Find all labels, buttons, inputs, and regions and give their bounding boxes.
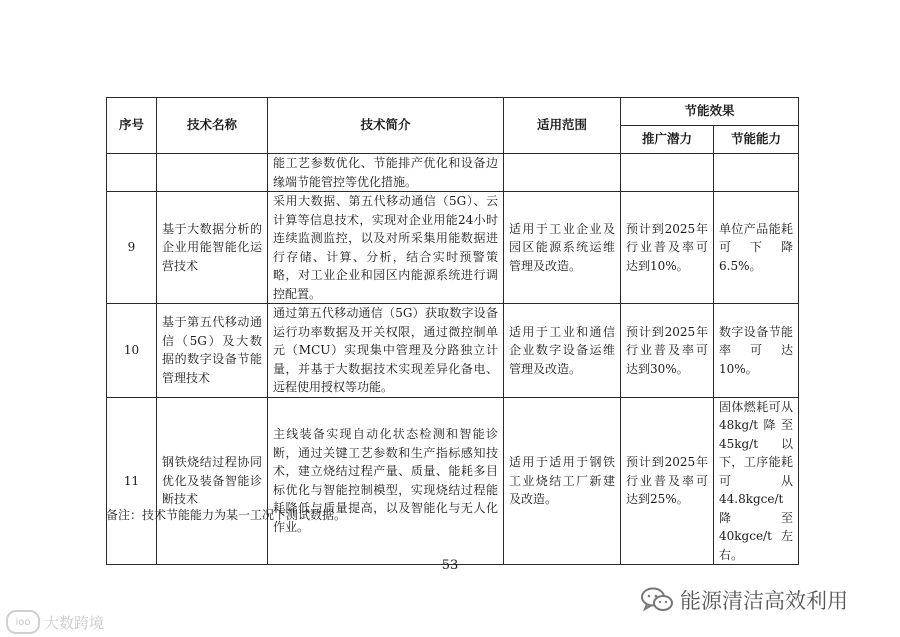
table-row: [107, 397, 799, 565]
row-scope: 适用于工业企业及园区能源系统运维管理及改造。: [504, 192, 621, 304]
page-number: 53: [441, 558, 459, 573]
table-row: [107, 304, 799, 398]
row-capacity: 数字设备节能率可达10%。: [714, 304, 799, 398]
row-capacity: 固体燃耗可从48kg/t降至45kg/t以下，工序能耗可从44.8kgce/t降至40kgce/t左右。: [714, 397, 799, 565]
row-name: 基于大数据分析的企业用能智能化运营技术: [157, 192, 268, 304]
watermark-source-name: 大数跨境: [44, 613, 105, 632]
header-potential: 推广潜力: [621, 126, 714, 154]
header-intro: 技术简介: [268, 98, 504, 154]
continuation-row: [107, 154, 799, 192]
row-name: 钢铁烧结过程协同优化及装备智能诊断技术: [157, 397, 268, 565]
row-intro: 通过第五代移动通信（5G）获取数字设备运行功率数据及开关权限，通过微控制单元（MCU）实现集中管理及分路独立计量，并基于大数据技术实现差异化备电、远程使用授权等功能。: [268, 304, 504, 398]
row-intro: 主线装备实现自动化状态检测和智能诊断，通过关键工艺参数和生产指标感知技术，建立烧结过程产量、质量、能耗多目标优化与智能控制模型，实现烧结过程能耗降低与质量提高，以及智能化与无人化作业。: [268, 397, 504, 565]
header-name: 技术名称: [157, 98, 268, 154]
table-row: [107, 192, 799, 304]
header-capacity: 节能能力: [714, 126, 799, 154]
row-name: 基于第五代移动通信（5G）及大数据的数字设备节能管理技术: [157, 304, 268, 398]
header-scope: 适用范围: [504, 98, 621, 154]
row-seq: 11: [107, 397, 157, 565]
brand-logo-icon: ioo: [6, 610, 40, 634]
row-scope: 适用于适用于钢铁工业烧结工厂新建及改造。: [504, 397, 621, 565]
wechat-icon: [640, 586, 674, 614]
row-scope: 适用于工业和通信企业数字设备运维管理及改造。: [504, 304, 621, 398]
table-note: 备注：技术节能能力为某一工况下测试数据。: [106, 508, 347, 522]
row-potential: 预计到2025年行业普及率可达到10%。: [621, 192, 714, 304]
watermark-source: [6, 610, 104, 634]
row-potential: 预计到2025年行业普及率可达到30%。: [621, 304, 714, 398]
header-seq: 序号: [107, 98, 157, 154]
row-intro: 采用大数据、第五代移动通信（5G）、云计算等信息技术，实现对企业用能24小时连续监测监控，以及对所采集用能数据进行存储、计算、分析，结合实时预警策略，对工业企业和园区内能源系统进行调控配置。: [268, 192, 504, 304]
row-seq: 9: [107, 192, 157, 304]
row-seq: 10: [107, 304, 157, 398]
header-effect: 节能效果: [621, 98, 799, 126]
header-row: [107, 98, 799, 126]
watermark-account: [640, 585, 848, 615]
watermark-account-name: 能源清洁高效利用: [680, 589, 848, 613]
row-capacity: 单位产品能耗可下降6.5%。: [714, 192, 799, 304]
row-potential: 预计到2025年行业普及率可达到25%。: [621, 397, 714, 565]
technology-table: [106, 97, 799, 565]
continuation-intro: 能工艺参数优化、节能排产优化和设备边缘端节能管控等优化措施。: [268, 154, 504, 192]
